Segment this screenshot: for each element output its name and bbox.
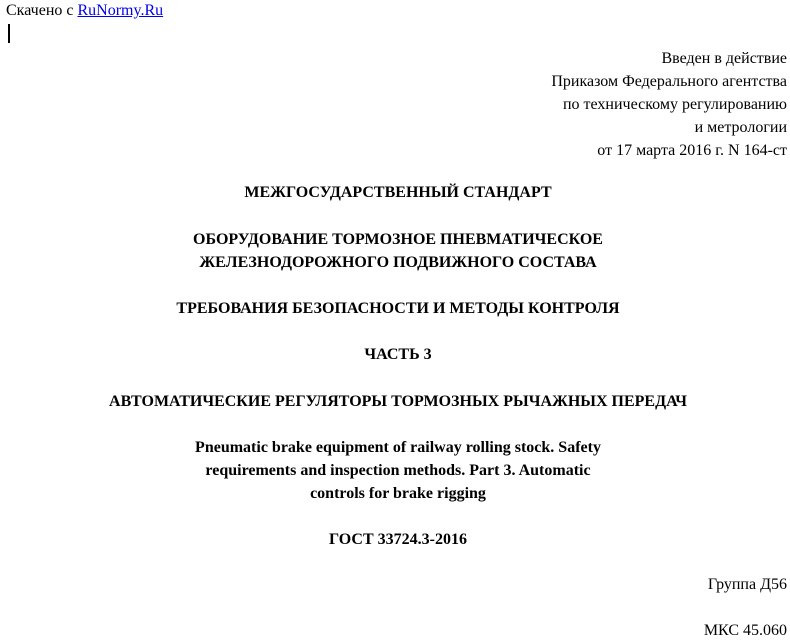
group-code: Группа Д56	[707, 576, 787, 593]
intro-line: по техническому регулированию	[562, 96, 787, 113]
intro-line: Введен в действие	[661, 50, 787, 67]
source-prefix: Скачено с	[6, 2, 78, 19]
intro-block	[551, 47, 787, 162]
title-line: ОБОРУДОВАНИЕ ТОРМОЗНОЕ ПНЕВМАТИЧЕСКОЕ	[193, 231, 603, 248]
english-title-line: requirements and inspection methods. Part 3. Automatic	[205, 462, 591, 479]
title-line: ЖЕЛЕЗНОДОРОЖНОГО ПОДВИЖНОГО СОСТАВА	[199, 254, 597, 271]
standard-designation: ГОСТ 33724.3-2016	[329, 531, 467, 548]
source-line	[6, 1, 163, 21]
intro-line: и метрологии	[694, 119, 787, 136]
intro-line: от 17 марта 2016 г. N 164-ст	[597, 142, 787, 159]
english-title-line: controls for brake rigging	[310, 485, 486, 502]
source-link[interactable]: RuNormy.Ru	[77, 2, 164, 19]
mks-code: МКС 45.060	[703, 622, 787, 639]
text-cursor	[8, 24, 10, 43]
standard-category: МЕЖГОСУДАРСТВЕННЫЙ СТАНДАРТ	[244, 184, 552, 201]
part-number: ЧАСТЬ 3	[364, 346, 432, 363]
english-title-line: Pneumatic brake equipment of railway rolling stock. Safety	[195, 439, 601, 456]
intro-line: Приказом Федерального агентства	[551, 73, 787, 90]
part-title: АВТОМАТИЧЕСКИЕ РЕГУЛЯТОРЫ ТОРМОЗНЫХ РЫЧАЖНЫХ ПЕРЕДАЧ	[109, 393, 687, 410]
subtitle: ТРЕБОВАНИЯ БЕЗОПАСНОСТИ И МЕТОДЫ КОНТРОЛЯ	[176, 300, 620, 317]
